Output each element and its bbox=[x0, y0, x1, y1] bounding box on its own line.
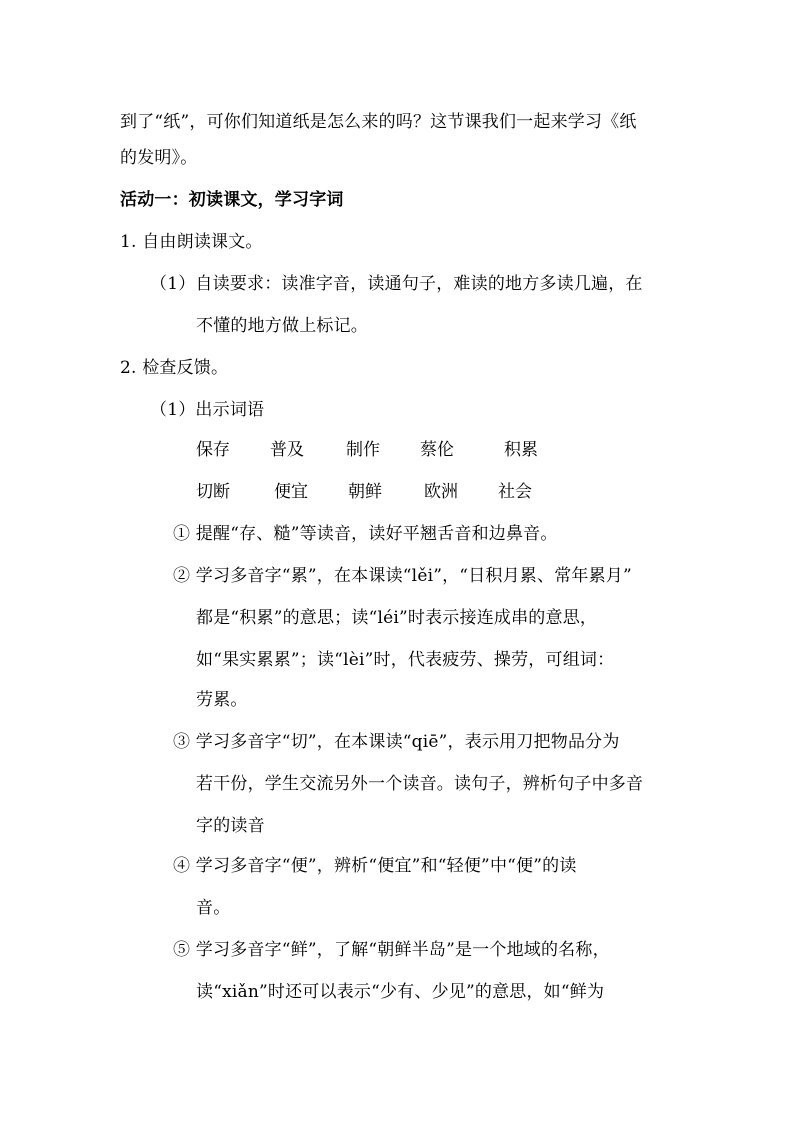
note-2-line-2: 都是“积累”的意思；读“léi”时表示接连成串的意思， bbox=[196, 608, 598, 628]
note-4-line-1: ④ 学习多音字“便”，辨析“便宜”和“轻便”中“便”的读 bbox=[173, 856, 577, 876]
activity-heading: 活动一：初读课文，学习字词 bbox=[120, 190, 344, 210]
note-3-line-1: ③ 学习多音字“切”，在本课读“qiē”，表示用刀把物品分为 bbox=[173, 732, 620, 752]
note-2-line-3: 如“果实累累”；读“lèi”时，代表疲劳、操劳，可组词： bbox=[196, 650, 615, 670]
note-2-line-4: 劳累。 bbox=[196, 690, 248, 710]
vocab-word: 积累 bbox=[504, 440, 538, 460]
vocab-word: 社会 bbox=[498, 482, 532, 502]
note-4-line-2: 音。 bbox=[196, 898, 231, 918]
item-1-sub-1-line-2: 不懂的地方做上标记。 bbox=[196, 316, 368, 336]
note-3-line-2: 若干份，学生交流另外一个读音。读句子，辨析句子中多音 bbox=[196, 774, 644, 794]
item-2: 2. 检查反馈。 bbox=[120, 358, 229, 378]
vocab-word: 便宜 bbox=[274, 482, 308, 502]
vocab-word: 朝鲜 bbox=[348, 482, 382, 502]
item-1: 1. 自由朗读课文。 bbox=[120, 232, 263, 252]
intro-line-1: 到了“纸”，可你们知道纸是怎么来的吗？这节课我们一起来学习《纸 bbox=[120, 112, 637, 132]
item-2-sub-1: （1）出示词语 bbox=[150, 400, 265, 420]
vocab-word: 制作 bbox=[346, 440, 380, 460]
item-1-sub-1-line-1: （1）自读要求：读准字音，读通句子，难读的地方多读几遍，在 bbox=[150, 274, 643, 294]
note-5-line-1: ⑤ 学习多音字“鲜”，了解“朝鲜半岛”是一个地域的名称， bbox=[173, 940, 610, 960]
note-5-line-2: 读“xiǎn”时还可以表示“少有、少见”的意思，如“鲜为 bbox=[196, 982, 605, 1002]
note-1: ① 提醒“存、糙”等读音，读好平翘舌音和边鼻音。 bbox=[173, 524, 558, 544]
note-2-line-1: ② 学习多音字“累”，在本课读“lěi”，“日积月累、常年累月” bbox=[173, 566, 632, 586]
vocab-row-1 bbox=[0, 439, 794, 461]
intro-line-2: 的发明》。 bbox=[120, 148, 198, 168]
vocab-word: 保存 bbox=[196, 440, 230, 460]
note-3-line-3: 字的读音 bbox=[196, 816, 265, 836]
vocab-word: 欧洲 bbox=[424, 482, 458, 502]
vocab-word: 普及 bbox=[270, 440, 304, 460]
vocab-row-2 bbox=[0, 481, 794, 503]
vocab-word: 切断 bbox=[196, 482, 230, 502]
vocab-word: 蔡伦 bbox=[420, 440, 454, 460]
